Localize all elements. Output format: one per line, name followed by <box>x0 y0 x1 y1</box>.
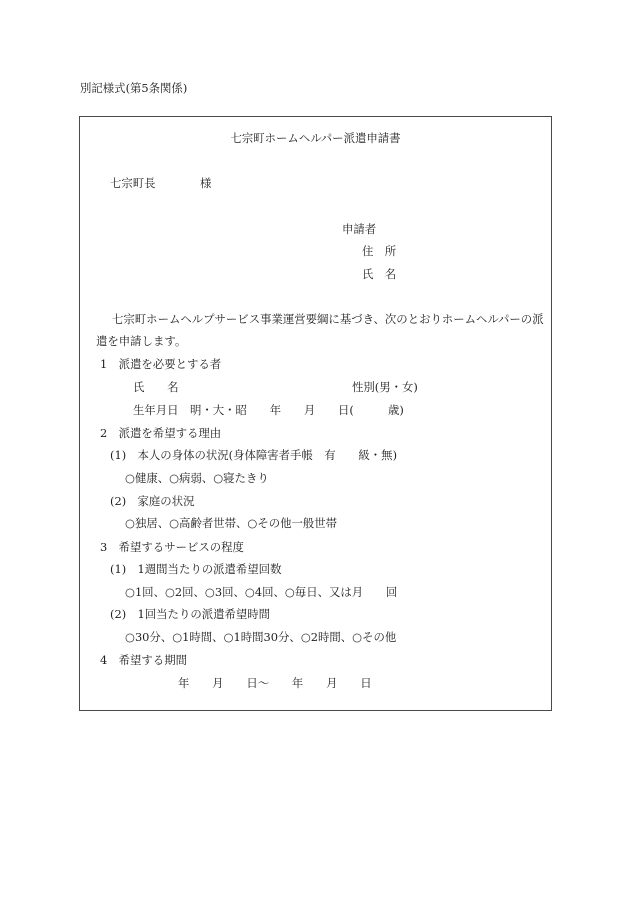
birth-date-line: 生年月日 明・大・昭 年 月 日( 歳) <box>133 403 404 417</box>
addressee-honorific: 様 <box>200 176 212 190</box>
physical-condition-options: ○健康、○病弱、○寝たきり <box>125 471 269 485</box>
intro-line-2: 遣を申請します。 <box>96 334 187 348</box>
section-3-heading: 3 希望するサービスの程度 <box>100 540 244 554</box>
gender-label: 性別(男・女) <box>352 380 418 394</box>
addressee-name: 七宗町長 <box>110 176 156 190</box>
section-4-heading: 4 希望する期間 <box>100 653 187 667</box>
household-status-label: (2) 家庭の状況 <box>110 494 195 508</box>
section-1-heading: 1 派遣を必要とする者 <box>100 357 222 371</box>
applicant-name-label: 氏 名 <box>362 267 397 281</box>
applicant-label: 申請者 <box>342 222 377 236</box>
visit-duration-options: ○30分、○1時間、○1時間30分、○2時間、○その他 <box>125 630 397 644</box>
application-form-frame <box>79 116 552 711</box>
physical-condition-label: (1) 本人の身体の状況(身体障害者手帳 有 級・無) <box>110 448 398 462</box>
form-reference-note: 別記様式(第5条関係) <box>80 81 188 95</box>
household-status-options: ○独居、○高齢者世帯、○その他一般世帯 <box>125 516 338 530</box>
weekly-frequency-options: ○1回、○2回、○3回、○4回、○毎日、又は月 回 <box>125 585 398 599</box>
visit-duration-label: (2) 1回当たりの派遣希望時間 <box>110 607 271 621</box>
weekly-frequency-label: (1) 1週間当たりの派遣希望回数 <box>110 562 282 576</box>
section-2-heading: 2 派遣を希望する理由 <box>100 426 222 440</box>
applicant-address-label: 住 所 <box>362 244 397 258</box>
person-name-label: 氏 名 <box>133 380 179 394</box>
form-title: 七宗町ホームヘルパー派遣申請書 <box>230 131 401 145</box>
intro-line-1: 七宗町ホームヘルプサービス事業運営要綱に基づき、次のとおりホームヘルパーの派 <box>112 312 544 326</box>
desired-period-line: 年 月 日〜 年 月 日 <box>178 676 372 690</box>
